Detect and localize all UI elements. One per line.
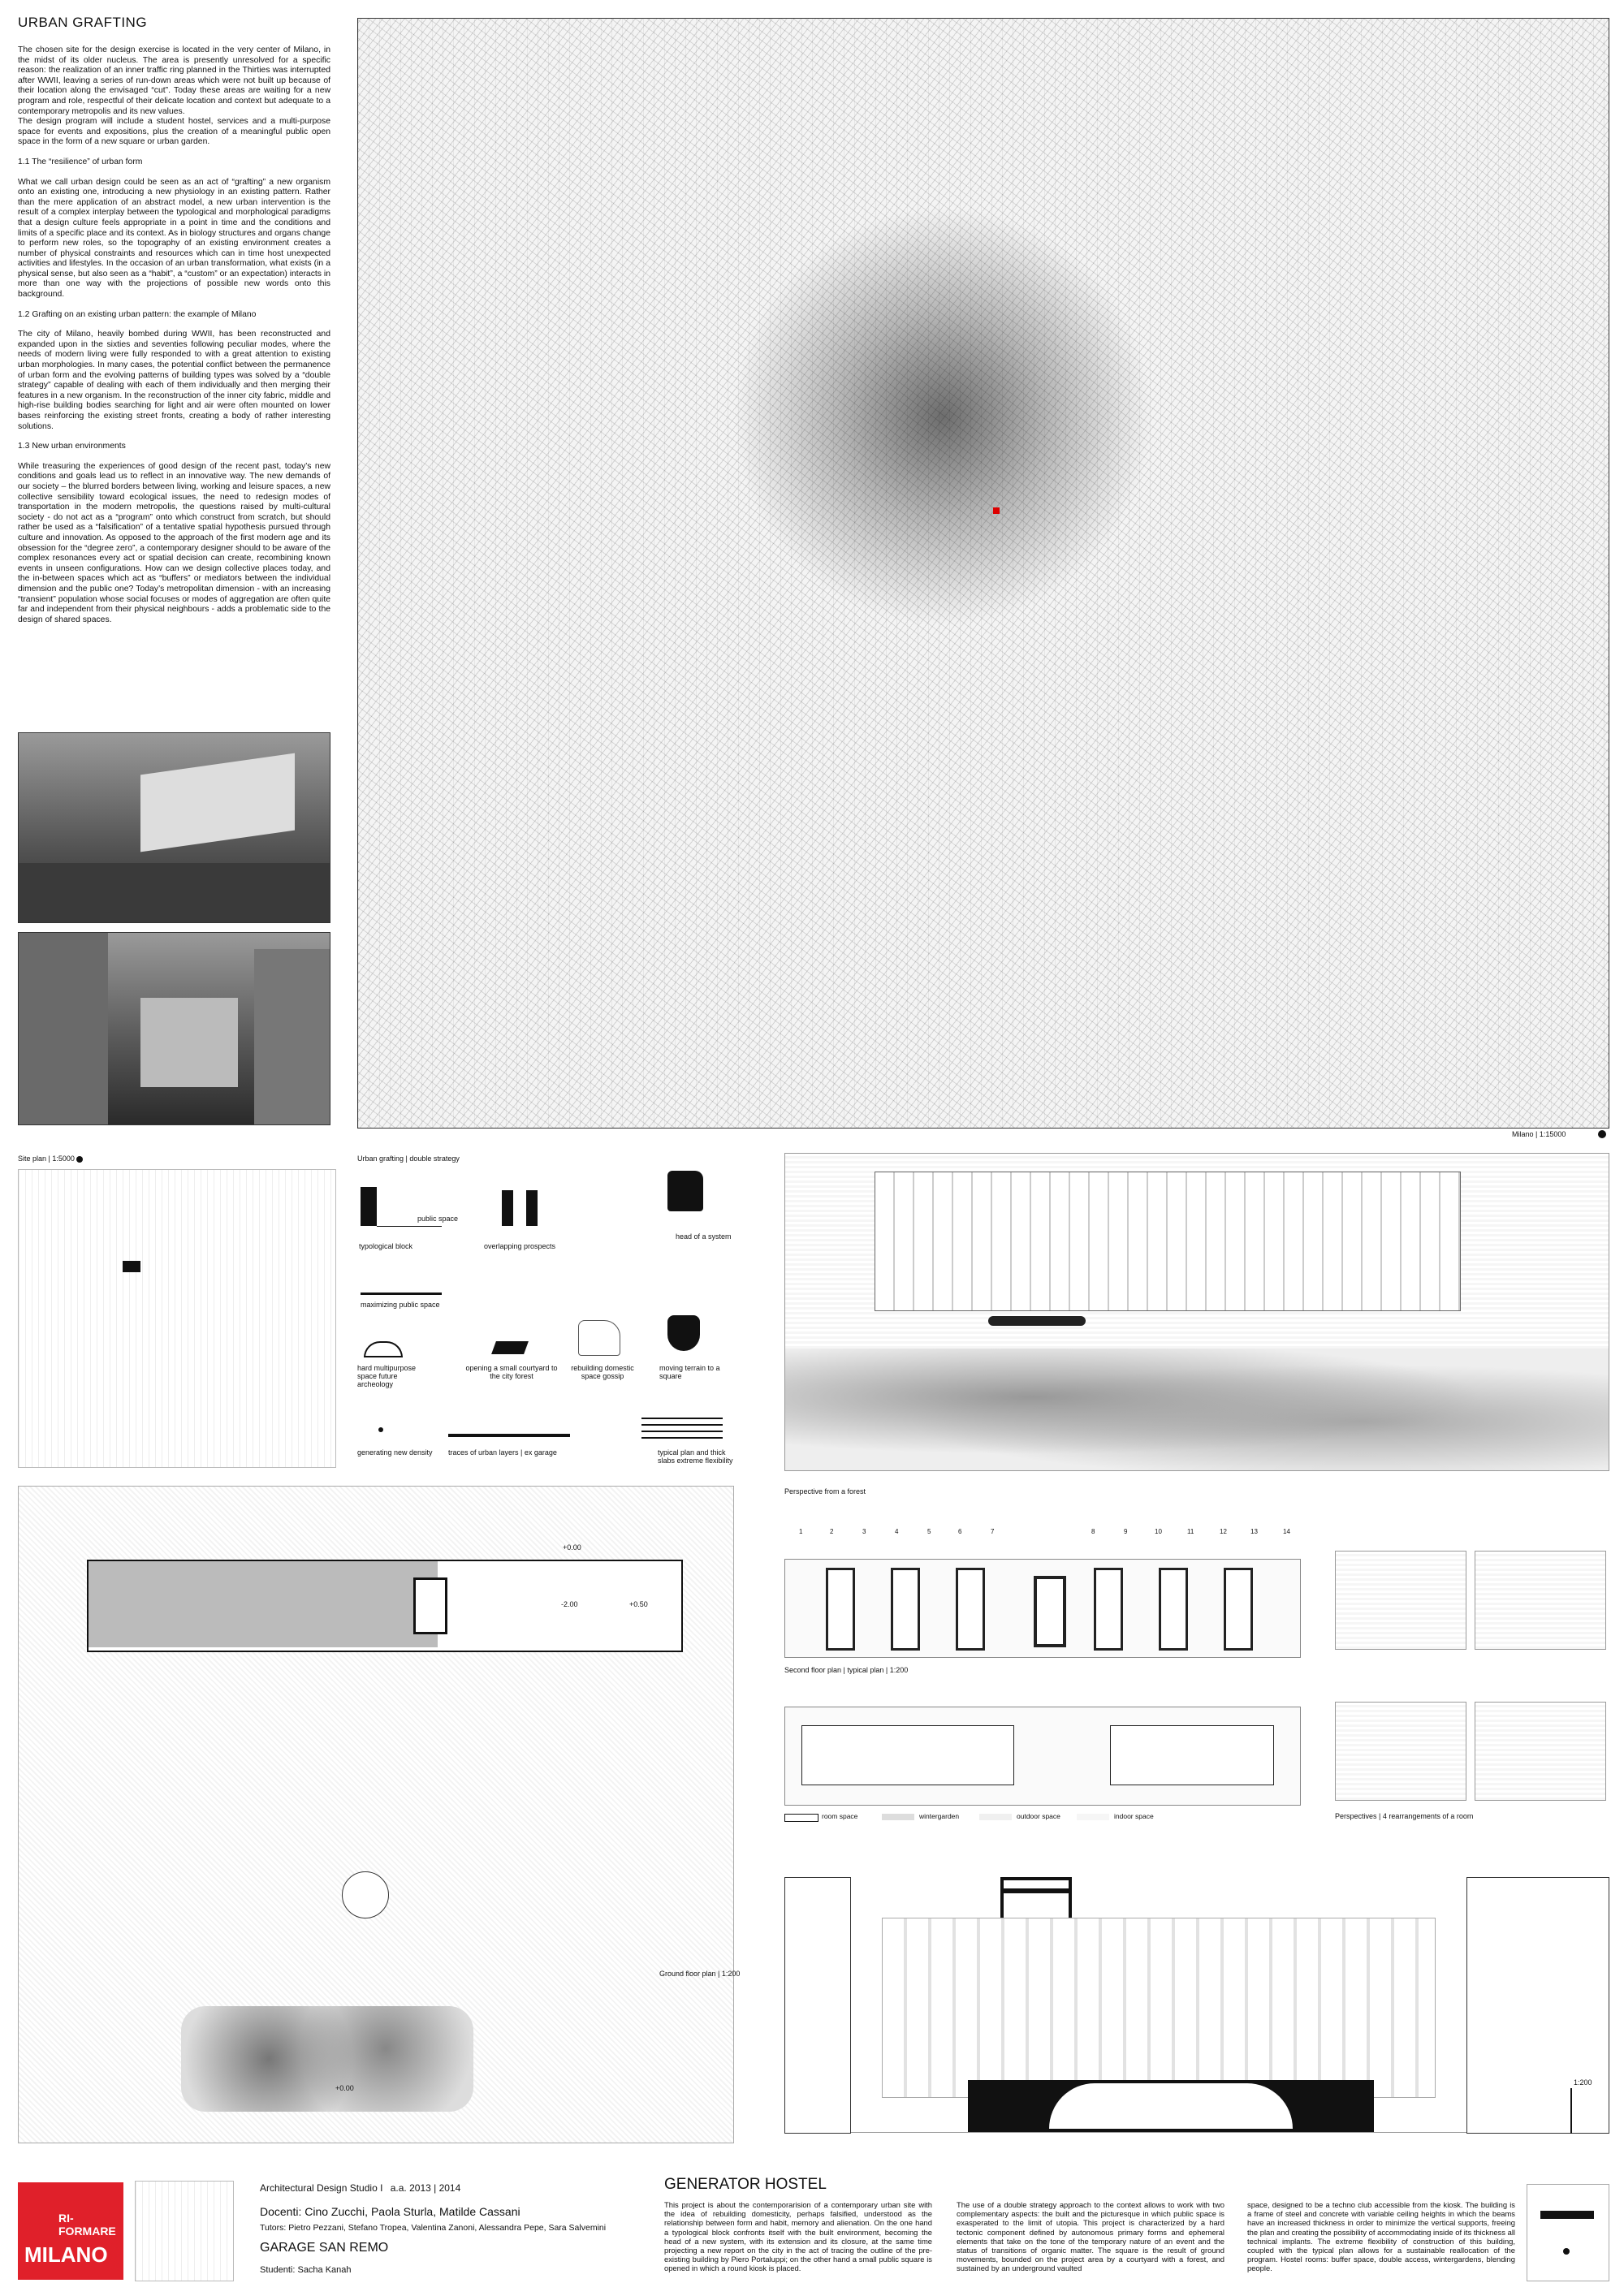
axis-label: 5 — [927, 1528, 931, 1535]
logo-text: MILANO — [24, 2242, 108, 2267]
section-heading: 1.3 New urban environments — [18, 442, 126, 451]
underground-vault — [968, 2080, 1374, 2132]
studio-name: Architectural Design Studio I — [260, 2182, 383, 2194]
level-mark: +0.00 — [335, 2084, 354, 2092]
strategy-item-label: opening a small courtyard to the city forest — [465, 1364, 558, 1380]
project-site-marker — [993, 507, 1000, 514]
vault-arch — [1049, 2083, 1293, 2129]
room-perspectives — [1335, 1551, 1608, 1819]
legend-label: indoor space — [1114, 1812, 1154, 1820]
ground-floor-plan — [18, 1486, 734, 2143]
strategy-item-label: moving terrain to a square — [659, 1364, 720, 1380]
room-module — [826, 1568, 855, 1651]
right-neighbour — [1466, 1877, 1609, 2134]
axis-labels — [784, 1528, 1304, 1539]
strategy-diagrams — [357, 1169, 739, 1470]
level-mark: +0.00 — [563, 1543, 581, 1552]
strategy-title: Urban grafting | double strategy — [357, 1154, 460, 1163]
axis-label: 13 — [1250, 1528, 1258, 1535]
axis-label: 4 — [895, 1528, 899, 1535]
hard-space-shape — [364, 1341, 403, 1357]
hostel-footprint — [87, 1560, 683, 1652]
description-column: The use of a double strategy approach to the context allows to work with two complementary aspects: the built and the picturesque in which public space is exasperated to the limit of utopia. This project is characterized by a hard tectonic component defined by autonomous primary forms and ephemeral elements that take on the tone of the temporary nature of an event and the status of transitions of organic matter. The square is the result of ground movements, bounded on the project area by a courtyard with a forest, and sustained by an underground vaulted — [957, 2200, 1224, 2273]
project-title: GARAGE SAN REMO — [260, 2241, 389, 2255]
strategy-item-label: rebuilding domestic space gossip — [571, 1364, 634, 1380]
site-photo-street — [18, 932, 330, 1125]
legend-swatch — [1077, 1814, 1109, 1820]
room-module — [1224, 1568, 1253, 1651]
level-mark: -2.00 — [561, 1600, 578, 1608]
rooms-label: Perspectives | 4 rearrangements of a room — [1335, 1812, 1474, 1820]
ground-plan-label: Ground floor plan | 1:200 — [659, 1970, 741, 1978]
covered-zone — [89, 1561, 438, 1647]
studio-line — [260, 2182, 460, 2194]
legend-swatch — [979, 1814, 1012, 1820]
diagram-bar — [1540, 2211, 1594, 2219]
strategy-item-label: maximizing public space — [361, 1301, 440, 1309]
scale-bar-label: 1:200 — [1574, 2078, 1592, 2087]
hostel-title: GENERATOR HOSTEL — [664, 2176, 827, 2193]
axis-label: 9 — [1124, 1528, 1128, 1535]
strategy-item-label: overlapping prospects — [484, 1242, 556, 1250]
section-heading: 1.1 The “resilience” of urban form — [18, 157, 143, 166]
typical-plan-label: Second floor plan | typical plan | 1:200 — [784, 1666, 909, 1674]
site-plan-drawing — [18, 1169, 336, 1468]
logo-text: FORMARE — [58, 2225, 116, 2238]
scale-bar — [1570, 2088, 1572, 2134]
section-heading: 1.2 Grafting on an existing urban pattern: the example of Milano — [18, 309, 257, 319]
axis-label: 11 — [1187, 1528, 1194, 1535]
plan-legend — [784, 1812, 1299, 1823]
axis-label: 6 — [958, 1528, 962, 1535]
site-plan-label: Site plan | 1:5000 — [18, 1154, 75, 1163]
typological-block-shape — [361, 1187, 377, 1226]
traces-line — [448, 1434, 570, 1437]
footer-diagram — [1527, 2184, 1609, 2281]
docenti: Docenti: Cino Zucchi, Paola Sturla, Matilde Cassani — [260, 2205, 520, 2218]
forest-canopy — [181, 2006, 473, 2112]
description-column: This project is about the contemporarision of a contemporary urban site with the idea of rebuilding domesticity, perhaps falsified, understood as the relationship between form and habit, memory and alienation. On the one hand a typological block confronts itself with the built environment, becoming the head of a new system, with its extension and its closure, at the same time projecting a new report on the city in the act of tracing the outline of the pre-existing building by Piero Portaluppi; on the other hand a small public square is opened in which a round kiosk is placed. — [664, 2200, 932, 2273]
axis-label: 7 — [991, 1528, 995, 1535]
logo-text: RI- — [58, 2212, 74, 2225]
site-block — [123, 1261, 140, 1272]
strategy-item-label: public space — [417, 1215, 459, 1223]
perspective-drawing — [784, 1153, 1609, 1471]
axis-label: 10 — [1155, 1528, 1162, 1535]
intro-paragraph: The design program will include a student hostel, services and a multi-purpose space for events and expositions, plus the creation of a meaningful public open space in the form of a new square or urban garden. — [18, 117, 330, 147]
left-neighbour — [784, 1877, 851, 2134]
room-perspective — [1335, 1702, 1466, 1801]
level-mark: +0.50 — [629, 1600, 648, 1608]
public-space-line — [377, 1226, 442, 1227]
room-perspective — [1475, 1702, 1606, 1801]
room-module — [956, 1568, 985, 1651]
overlapping-prospects-shape — [502, 1190, 513, 1226]
axis-label: 3 — [862, 1528, 866, 1535]
intro-paragraph: The chosen site for the design exercise is located in the very center of Milano, in the midst of its older nucleus. The area is presently unresolved for a specific reason: the realization of an inner traffic ring planned in the Thirties was interrupted after WWII, leaving a series of run-down areas which were not built up because of their location along the envisaged “cut”. Today these areas are waiting for a new program and role, respectful of their delicate location and context but adequate to a contemporary metropolis and its new values. — [18, 45, 330, 116]
axis-label: 8 — [1091, 1528, 1095, 1535]
density-dot-icon — [378, 1427, 383, 1432]
axis-label: 14 — [1283, 1528, 1290, 1535]
left-building — [19, 933, 108, 1124]
north-arrow-icon — [1598, 1130, 1606, 1138]
site-photo-garage — [18, 732, 330, 923]
description-column: space, designed to be a techno club accessible from the kiosk. The building is a frame of steel and concrete with variable ceiling heights in which the beams have an increased thickness in order to minimize the vertical supports, freeing the plan and creating the possibility of accommodating inside of its thickness all technical implants. The extreme flexibility of construction of this building, coupled with the typical plan allows for a sustainable reallocation of the program. Hostel rooms: buffer space, double access, wintergardens, blending people. — [1247, 2200, 1515, 2273]
courtyard-shape — [491, 1341, 529, 1354]
diagram-dot — [1563, 2248, 1570, 2255]
milano-city-map — [357, 18, 1609, 1129]
strategy-item-label: generating new density — [357, 1448, 433, 1457]
stair-module — [1034, 1576, 1066, 1647]
domestic-space-shape — [578, 1320, 620, 1356]
street-ground — [19, 863, 330, 922]
building-silhouette — [140, 753, 295, 852]
building-section — [784, 1845, 1608, 2133]
intro-text — [18, 45, 330, 635]
strategy-item-label: traces of urban layers | ex garage — [448, 1448, 557, 1457]
section-text: What we call urban design could be seen as an act of “grafting” a new organism onto an existing one, introducing a new physiology in an existing pattern. Rather than the mere application of an abstract model, a new urban intervention is the result of a complex interplay between the typological and morphological paradigms that a design culture feels appropriate in a point in time and the conditions and limits of a specific place and its context. As in biology structures and organs change to perform new roles, so the topography of an existing environment creates a number of physical constraints and resources which can in time host unexpected activities and lifestyles. In the occasion of an urban transformation, what exists (in a physical sense, but also seen as a “habit”, a “custom” or an expectation) interacts in more than one way with the projections of possible new words onto this background. — [18, 177, 330, 300]
strategy-item-label: head of a system — [676, 1232, 732, 1241]
tutors: Tutors: Pietro Pezzani, Stefano Tropea, Valentina Zanoni, Alessandra Pepe, Sara Salvemini — [260, 2223, 607, 2233]
north-arrow-icon — [76, 1156, 83, 1163]
room-module — [1094, 1568, 1123, 1651]
roof-outline — [1110, 1725, 1274, 1785]
kiosk-shape — [988, 1316, 1086, 1326]
room-perspective — [1475, 1551, 1606, 1650]
map-scale-label: Milano | 1:15000 — [1512, 1130, 1566, 1138]
room-module — [891, 1568, 920, 1651]
room-perspective — [1335, 1551, 1466, 1650]
roof-outline — [801, 1725, 1014, 1785]
stair-core — [413, 1577, 447, 1634]
building-facade — [875, 1172, 1461, 1311]
room-module — [1159, 1568, 1188, 1651]
roof-plan — [784, 1707, 1301, 1806]
legend-swatch — [882, 1814, 914, 1820]
riformare-logo — [18, 2182, 123, 2280]
right-building — [254, 949, 330, 1124]
axis-label: 12 — [1220, 1528, 1227, 1535]
section-text: While treasuring the experiences of good design of the recent past, today’s new conditions and goals lead us to reflect in an innovative way. The new demands of our society – the blurred borders between living, working and leisure spaces, a new collective sensibility toward ecological issues, the need to redesign modes of transportation in the modern metropolis, the questions raised by multi-cultural society - do not act as a “program” onto which construct from scratch, but should rather be used as a “falsification” of a tentative spatial hypothesis pursued through culture and innovation. As opposed to the approach of the first modern age and its obsession for the “degree zero”, a contemporary designer should to be aware of the complex resonances every act or spatial decision can create, recombining known events in unseen configurations. How can we design collective places today, and the in-between spaces which act as “buffers” or mediators between the individual dimension and the public one? Today’s metropolitan dimension - with an increasing “transient” population whose social focuses or modes of aggregation are often quite far and independent from their physical neighbours - adds a problematic side to the design of shared spaces. — [18, 461, 330, 624]
typical-plan-lines — [641, 1418, 723, 1439]
forest-foreground — [785, 1349, 1609, 1470]
academic-year: a.a. 2013 | 2014 — [390, 2182, 461, 2194]
section-text: The city of Milano, heavily bombed during WWII, has been reconstructed and expanded upon in the sixties and seventies following peculiar modes, where the needs of modern living were fully responded to with a great attention to existing urban morphologies. In many cases, the potential conflict between the permanence of urban form and the evolving patterns of building types was solved by a “double strategy” capable of dealing with each of them individually and then merging their features in a new organism. In the reconstruction of the inner city fabric, middle and high-rise building bodies searching for light and air were often mounted on lower bases reinforcing the existing street fronts, creating a body of rather interesting solutions. — [18, 330, 330, 431]
maximizing-line — [361, 1293, 442, 1295]
student-name: Studenti: Sacha Kanah — [260, 2265, 352, 2275]
round-kiosk — [342, 1871, 389, 1918]
axis-label: 1 — [799, 1528, 803, 1535]
typical-floor-plan — [784, 1559, 1301, 1658]
footer-site-thumbnail — [135, 2181, 234, 2281]
strategy-item-label: hard multipurpose space future archeology — [357, 1364, 417, 1388]
background-building — [140, 998, 238, 1087]
strategy-item-label: typical plan and thick slabs extreme flexibility — [658, 1448, 733, 1465]
background-facade — [882, 1918, 1436, 2098]
perspective-label: Perspective from a forest — [784, 1487, 866, 1495]
overlapping-prospects-shape — [526, 1190, 538, 1226]
axis-label: 2 — [830, 1528, 834, 1535]
terrain-square-shape — [667, 1315, 700, 1351]
page-title: URBAN GRAFTING — [18, 15, 148, 30]
strategy-item-label: typological block — [359, 1242, 413, 1250]
historic-center — [732, 205, 1154, 628]
head-of-system-shape — [667, 1171, 703, 1211]
legend-swatch — [784, 1814, 818, 1822]
legend-label: room space — [822, 1812, 858, 1820]
legend-label: outdoor space — [1017, 1812, 1060, 1820]
legend-label: wintergarden — [919, 1812, 960, 1820]
